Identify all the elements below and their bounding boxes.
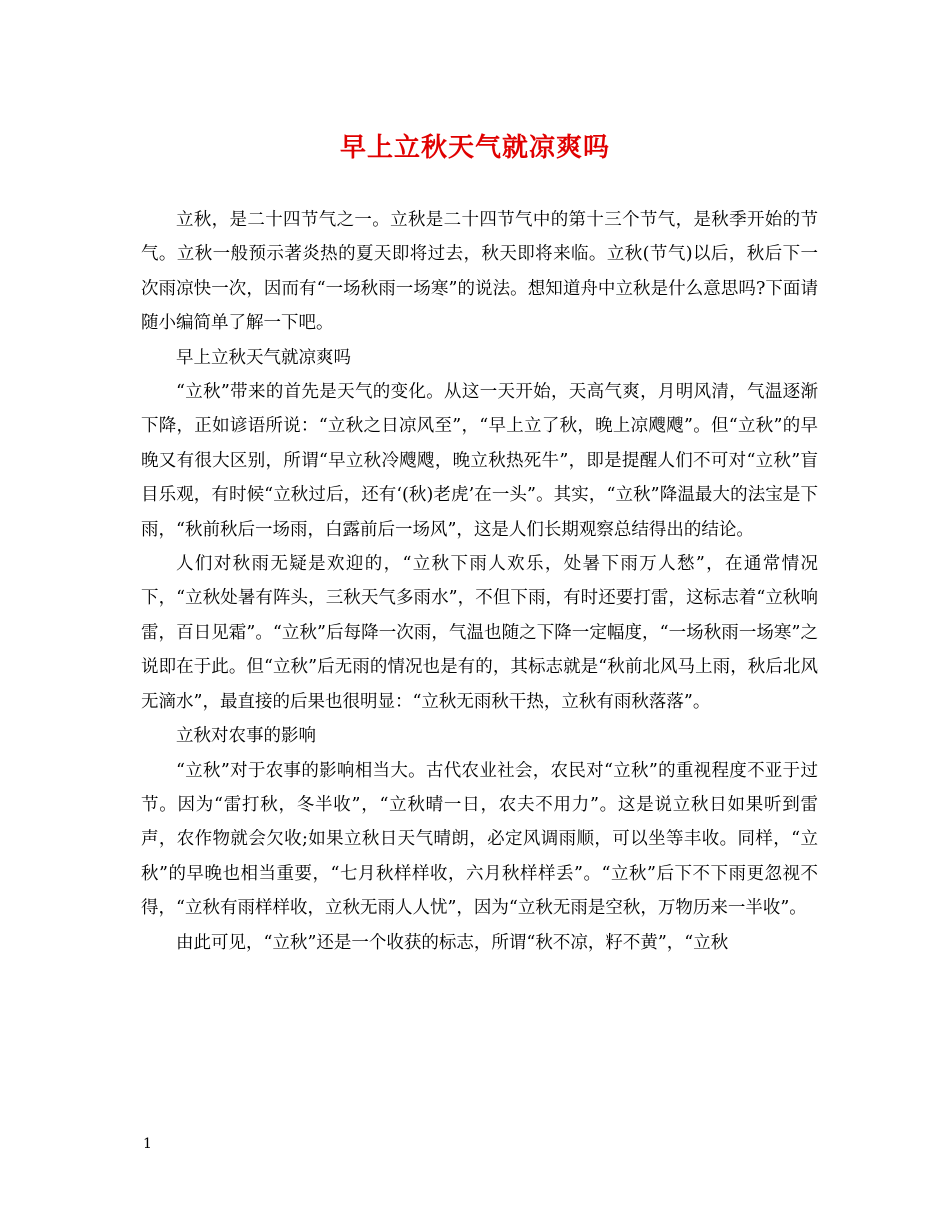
document-title: 早上立秋天气就凉爽吗 [339,133,610,163]
document-body [141,203,818,960]
paragraph-intro: 立秋，是二十四节气之一。立秋是二十四节气中的第十三个节气，是秋季开始的节气。立秋一般预示著炎热的夏天即将过去，秋天即将来临。立秋(节气)以后，秋后下一次雨凉快一次，因而有“一场秋雨一场寒”的说法。想知道舟中立秋是什么意思吗?下面请随小编简单了解一下吧。 [141,210,818,334]
paragraph-farming: “立秋”对于农事的影响相当大。古代农业社会，农民对“立秋”的重视程度不亚于过节。因为“雷打秋，冬半收”，“立秋晴一日，农夫不用力”。这是说立秋日如果听到雷声，农作物就会欠收;如果立秋日天气晴朗，必定风调雨顺，可以坐等丰收。同样，“立秋”的早晚也相当重要，“七月秋样样收，六月秋样样丢”。“立秋”后下不下雨更忽视不得，“立秋有雨样样收，立秋无雨人人忧”，因为“立秋无雨是空秋，万物历来一半收”。 [141,760,818,919]
section-heading-farming: 立秋对农事的影响 [176,726,316,747]
paragraph-harvest: 由此可见，“立秋”还是一个收获的标志，所谓“秋不凉，籽不黄”，“立秋 [176,932,729,953]
paragraph-weather: “立秋”带来的首先是天气的变化。从这一天开始，天高气爽，月明风清，气温逐渐下降，正如谚语所说：“立秋之日凉风至”，“早上立了秋，晚上凉飕飕”。但“立秋”的早晚又有很大区别，所谓“早立秋冷飕飕，晚立秋热死牛”，即是提醒人们不可对“立秋”盲目乐观，有时候“立秋过后，还有‘(秋)老虎’在一头”。其实，“立秋”降温最大的法宝是下雨，“秋前秋后一场雨，白露前后一场风”，这是人们长期观察总结得出的结论。 [141,382,818,540]
section-heading-weather: 早上立秋天气就凉爽吗 [176,347,351,368]
page-number: 1 [143,1136,152,1152]
paragraph-rain: 人们对秋雨无疑是欢迎的，“立秋下雨人欢乐，处暑下雨万人愁”，在通常情况下，“立秋处暑有阵头，三秋天气多雨水”，不但下雨，有时还要打雷，这标志着“立秋响雷，百日见霜”。“立秋”后每降一次雨，气温也随之下降一定幅度，“一场秋雨一场寒”之说即在于此。但“立秋”后无雨的情况也是有的，其标志就是“秋前北风马上雨，秋后北风无滴水”，最直接的后果也很明显：“立秋无雨秋干热，立秋有雨秋落落”。 [141,554,818,712]
